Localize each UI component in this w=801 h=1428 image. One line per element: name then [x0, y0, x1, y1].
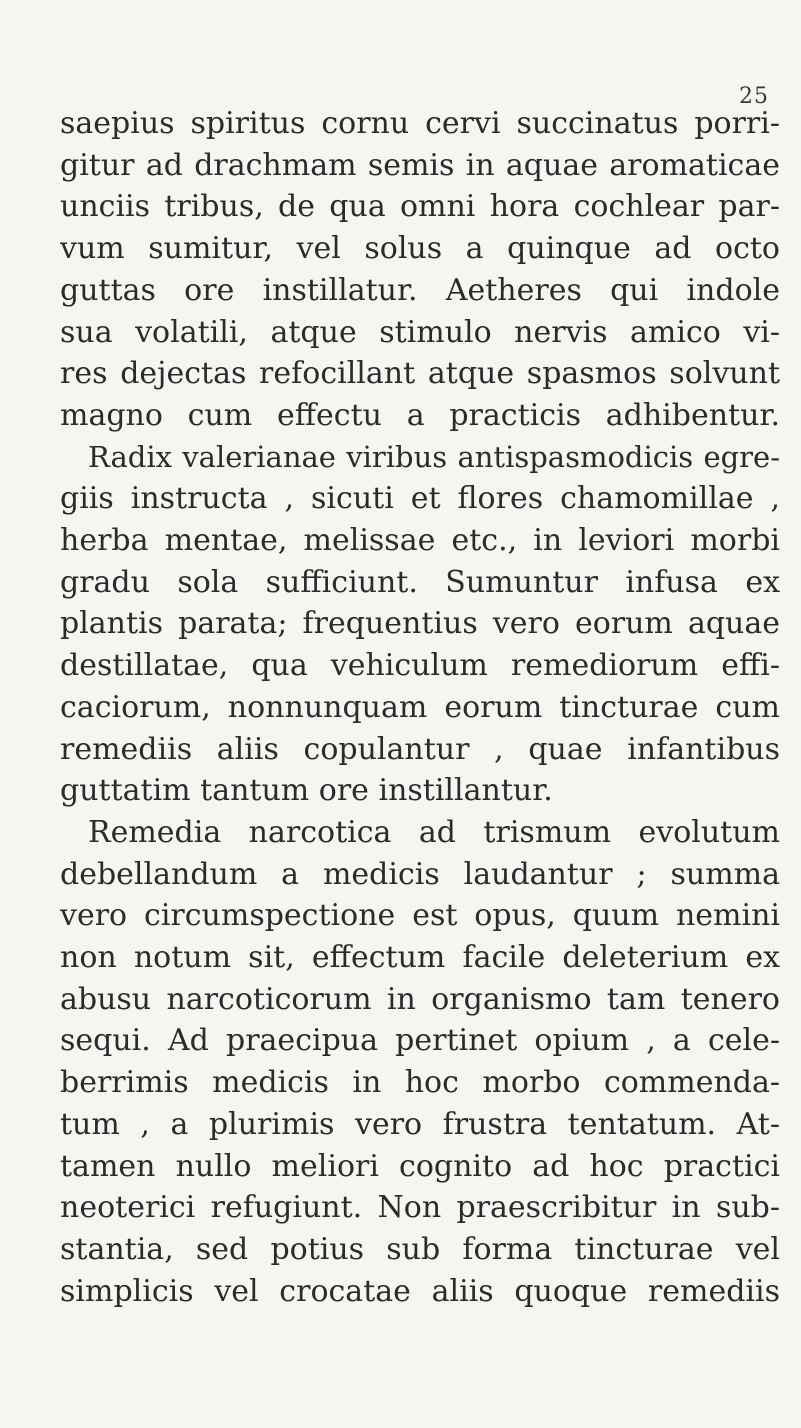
text-line: gradu sola sufficiunt. Sumuntur infusa ex — [60, 564, 780, 600]
text-line: vum sumitur, vel solus a quinque ad octo — [60, 231, 780, 267]
text-line: berrimis medicis in hoc morbo commenda- — [60, 1065, 780, 1101]
text-line: debellandum a medicis laudantur ; summa — [60, 856, 780, 892]
text-line: guttatim tantum ore instillantur. — [60, 773, 553, 809]
text-line: giis instructa , sicuti et flores chamomillae , — [60, 481, 780, 517]
text-line: vero circumspectione est opus, quum nemini — [60, 898, 780, 934]
text-line: tamen nullo meliori cognito ad hoc practici — [60, 1148, 780, 1184]
text-line: simplicis vel crocatae aliis quoque remediis — [60, 1273, 780, 1309]
body-text — [60, 103, 780, 1312]
text-line: sequi. Ad praecipua pertinet opium , a cele- — [60, 1023, 780, 1059]
text-line: Remedia narcotica ad trismum evolutum — [88, 814, 780, 850]
text-line: tum , a plurimis vero frustra tentatum. At- — [60, 1106, 780, 1142]
text-line: neoterici refugiunt. Non praescribitur in sub- — [60, 1190, 780, 1226]
text-line: stantia, sed potius sub forma tincturae vel — [60, 1231, 780, 1267]
text-line: destillatae, qua vehiculum remediorum effi- — [60, 648, 780, 684]
text-line: sua volatili, atque stimulo nervis amico vi- — [60, 314, 780, 350]
text-line: caciorum, nonnunquam eorum tincturae cum — [60, 689, 780, 725]
text-line: magno cum effectu a practicis adhibentur. — [60, 397, 780, 433]
page-number: 25 — [739, 84, 769, 109]
text-line: Radix valerianae viribus antispasmodicis egre- — [88, 439, 780, 474]
text-line: guttas ore instillatur. Aetheres qui indole — [60, 272, 780, 308]
text-line: saepius spiritus cornu cervi succinatus porri- — [60, 106, 780, 141]
text-line: non notum sit, effectum facile deleterium ex — [60, 940, 780, 976]
text-line: herba mentae, melissae etc., in leviori morbi — [60, 523, 780, 559]
text-line: plantis parata; frequentius vero eorum aquae — [60, 606, 780, 642]
text-line: abusu narcoticorum in organismo tam tenero — [60, 981, 780, 1017]
text-line: gitur ad drachmam semis in aquae aromaticae — [60, 147, 780, 183]
text-line: res dejectas refocillant atque spasmos solvunt — [60, 356, 780, 392]
text-line: unciis tribus, de qua omni hora cochlear par- — [60, 189, 780, 225]
text-line: remediis aliis copulantur , quae infantibus — [60, 731, 780, 767]
